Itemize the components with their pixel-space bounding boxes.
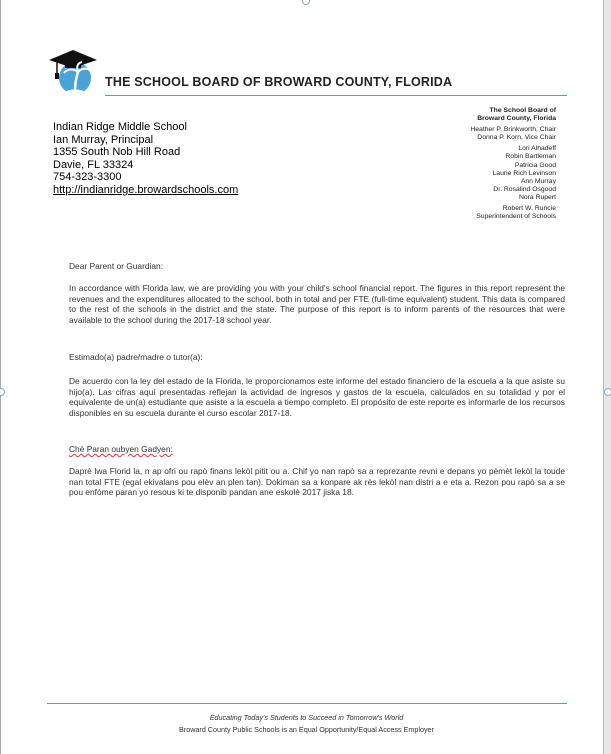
- board-chair: Heather P. Brinkworth, Chair: [470, 126, 556, 134]
- school-principal: Ian Murray, Principal: [53, 133, 154, 146]
- footer-motto: Educating Today's Students to Succeed in Tomorrow's World: [209, 713, 404, 722]
- school-address-block: [53, 121, 238, 197]
- school-website-link[interactable]: http://indianridge.browardschools.com: [53, 183, 239, 196]
- board-heading-line1: The School Board of: [489, 107, 556, 114]
- board-member: Lori Alhadeff: [518, 145, 556, 153]
- superintendent-title: Superintendent of Schools: [476, 213, 556, 221]
- english-greeting: Dear Parent or Guardian:: [69, 261, 164, 271]
- school-name: Indian Ridge Middle School: [53, 121, 187, 133]
- school-city: Davie, FL 33324: [53, 158, 134, 171]
- school-phone: 754-323-3300: [53, 171, 122, 184]
- creole-paragraph: Daprè lwa Florid la, n ap ofri ou rapò finans lekòl pitit ou a. Chif yo nan rapò sa a reprezante revni e depans yo pèmèt lekòl la toude nan total FTE (egal ekivalans pou elèv an plen tan). Dokiman sa a konpare ak rès lekòl nan distri a e eta a. Rezon pou rapò sa a se pou enfòme paran yo resous ki te disponib pandan ane eskolè 2017 jiska 18.: [69, 466, 565, 498]
- school-board-logo: [45, 44, 101, 100]
- superintendent-name: Robert W. Runcie: [502, 205, 556, 213]
- spanish-greeting: Estimado(a) padre/madre o tutor(a):: [69, 352, 203, 362]
- board-member: Patricia Good: [514, 161, 556, 169]
- board-title: THE SCHOOL BOARD OF BROWARD COUNTY, FLORIDA: [105, 75, 453, 89]
- board-members-list: [470, 107, 556, 221]
- board-member: Nora Rupert: [518, 193, 556, 201]
- board-member: Dr. Rosalind Osgood: [493, 185, 556, 193]
- board-member: Robin Bartleman: [505, 153, 556, 161]
- english-paragraph: In accordance with Florida law, we are providing you with your child's school financial report. The figures in this report represent the revenues and the expenditures allocated to the school, both in total and per FTE (full-time equivalent) student. This data is compared to the rest of the schools in the district and the state. The purpose of this report is to inform parents of the resources that were available to the school during the 2017-18 school year.: [69, 283, 565, 326]
- spanish-paragraph: De acuerdo con la ley del estado de la Florida, le proporcionamos este informe del estado financiero de la escuela a la que asiste su hijo(a). Las cifras aquí presentadas reflejan la actividad de ingresos y gastos de la escuela, calculados en su totalidad y por el equivalente de un(a) estudiante que asiste a la escuela a tiempo completo. El propósito de este reporte es informarle de los recursos disponibles en su escuela durante el curso escolar 2017-18.: [69, 376, 565, 419]
- board-vice-chair: Donna P. Korn, Vice Chair: [477, 134, 556, 142]
- footer-divider: [47, 703, 567, 704]
- creole-greeting: Chè Paran oubyen Gadyen:: [69, 444, 173, 454]
- page-edge: [603, 0, 611, 754]
- board-heading-line2: Broward County, Florida: [477, 115, 556, 123]
- resize-handle-right[interactable]: [604, 388, 611, 396]
- board-member: Laurie Rich Levinson: [492, 169, 556, 177]
- header-divider: [105, 95, 567, 96]
- school-street: 1355 South Nob Hill Road: [53, 146, 181, 159]
- footer-eeo-statement: Broward County Public Schools is an Equal Opportunity/Equal Access Employer: [179, 725, 434, 734]
- board-member: Ann Murray: [520, 177, 556, 185]
